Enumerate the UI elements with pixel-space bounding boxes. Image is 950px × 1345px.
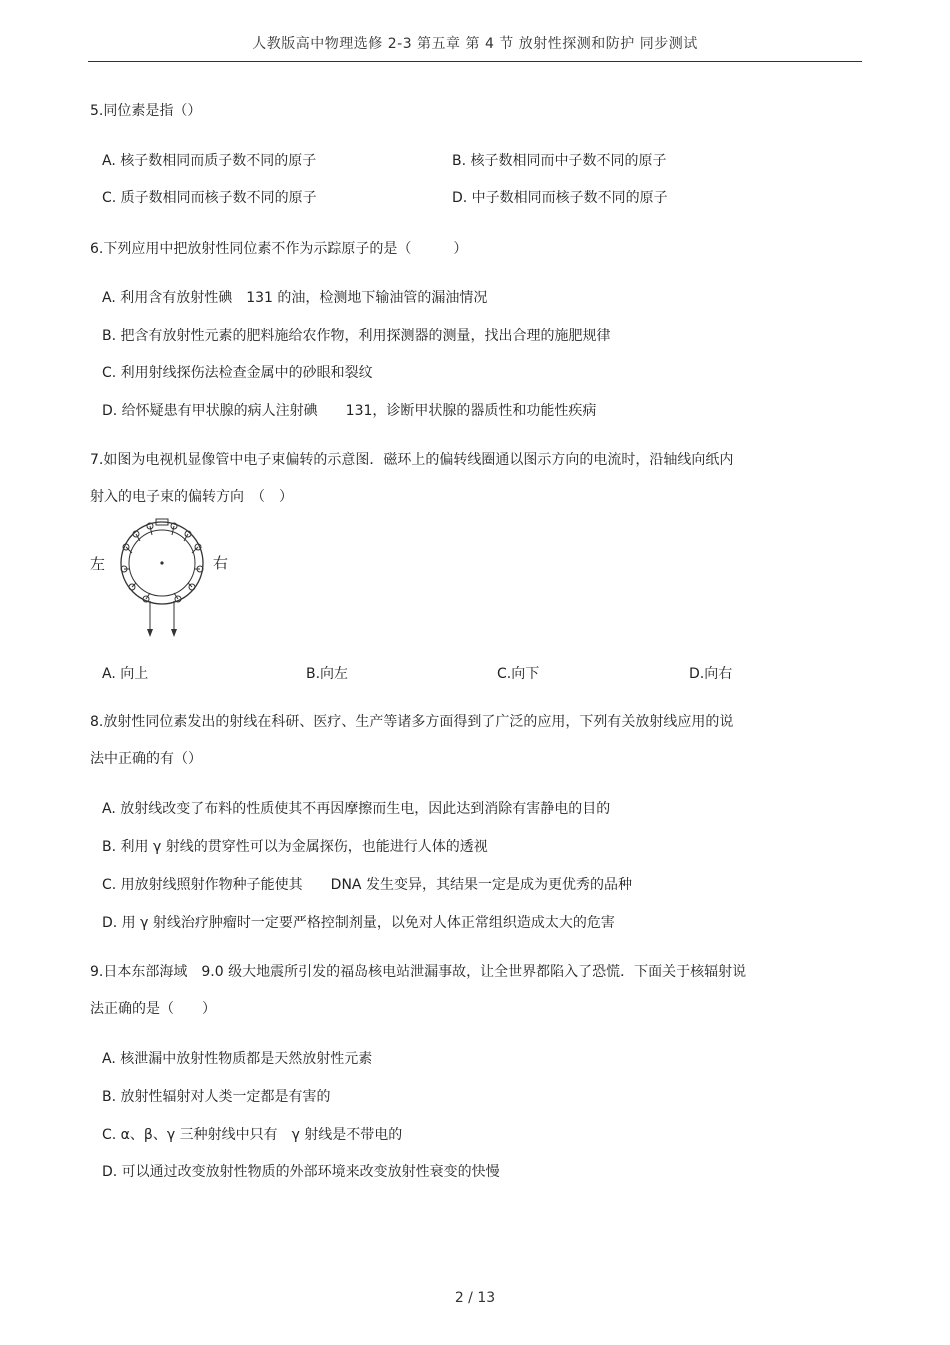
question-7-option-d: D.向右 bbox=[689, 666, 733, 682]
question-9-option-c: C. α、β、γ 三种射线中只有 γ 射线是不带电的 bbox=[102, 1127, 403, 1143]
header-rule bbox=[88, 61, 862, 62]
question-8-stem-line-1: 8.放射性同位素发出的射线在科研、医疗、生产等诸多方面得到了广泛的应用，下列有关放射线应用的说 bbox=[90, 714, 734, 730]
question-5-option-a: A. 核子数相同而质子数不同的原子 bbox=[102, 153, 317, 169]
question-6-option-b: B. 把含有放射性元素的肥料施给农作物，利用探测器的测量，找出合理的施肥规律 bbox=[102, 328, 611, 344]
question-5-stem: 5.同位素是指（） bbox=[90, 103, 202, 119]
question-8-option-a: A. 放射线改变了布料的性质使其不再因摩擦而生电，因此达到消除有害静电的目的 bbox=[102, 801, 611, 817]
question-7-stem-line-2: 射入的电子束的偏转方向 （ ） bbox=[90, 489, 293, 505]
question-9-option-b: B. 放射性辐射对人类一定都是有害的 bbox=[102, 1089, 331, 1105]
question-6-option-a: A. 利用含有放射性碘 131 的油，检测地下输油管的漏油情况 bbox=[102, 290, 488, 306]
question-8-stem-line-2: 法中正确的有（） bbox=[90, 751, 202, 767]
question-8-option-d: D. 用 γ 射线治疗肿瘤时一定要严格控制剂量，以免对人体正常组织造成太大的危害 bbox=[102, 915, 615, 931]
coil-lead-wires bbox=[150, 601, 174, 635]
question-5-option-b: B. 核子数相同而中子数不同的原子 bbox=[452, 153, 667, 169]
question-7-option-a: A. 向上 bbox=[102, 666, 149, 682]
question-6-option-c: C. 利用射线探伤法检查金属中的砂眼和裂纹 bbox=[102, 365, 373, 381]
question-9-stem-line-1: 9.日本东部海域 9.0 级大地震所引发的福岛核电站泄漏事故，让全世界都陷入了恐慌．下面关于核辐射说 bbox=[90, 964, 747, 980]
figure-label-right: 右 bbox=[213, 554, 229, 572]
page-number: 2 / 13 bbox=[454, 1290, 496, 1306]
page-header: 人教版高中物理选修 2-3 第五章 第 4 节 放射性探测和防护 同步测试 bbox=[252, 36, 698, 52]
question-5-option-c: C. 质子数相同而核子数不同的原子 bbox=[102, 190, 317, 206]
electron-beam-axis-dot bbox=[160, 561, 163, 564]
question-9-option-a: A. 核泄漏中放射性物质都是天然放射性元素 bbox=[102, 1051, 373, 1067]
question-8-option-b: B. 利用 γ 射线的贯穿性可以为金属探伤，也能进行人体的透视 bbox=[102, 839, 488, 855]
question-7-option-b: B.向左 bbox=[306, 666, 349, 682]
question-8-option-c: C. 用放射线照射作物种子能使其 DNA 发生变异，其结果一定是成为更优秀的品种 bbox=[102, 877, 632, 893]
figure-label-left: 左 bbox=[90, 555, 106, 573]
question-7-option-c: C.向下 bbox=[497, 666, 540, 682]
current-direction-arrows bbox=[147, 629, 177, 637]
question-5-option-d: D. 中子数相同而核子数不同的原子 bbox=[452, 190, 668, 206]
question-9-option-d: D. 可以通过改变放射性物质的外部环境来改变放射性衰变的快慢 bbox=[102, 1164, 500, 1180]
question-6-option-d: D. 给怀疑患有甲状腺的病人注射碘 131，诊断甲状腺的器质性和功能性疾病 bbox=[102, 403, 597, 419]
question-9-stem-line-2: 法正确的是（ ） bbox=[90, 1001, 216, 1017]
question-7-stem-line-1: 7.如图为电视机显像管中电子束偏转的示意图．磁环上的偏转线圈通以图示方向的电流时，沿轴线向纸内 bbox=[90, 452, 734, 468]
question-6-stem: 6.下列应用中把放射性同位素不作为示踪原子的是（ ） bbox=[90, 241, 468, 257]
deflection-coil-diagram bbox=[88, 517, 238, 643]
